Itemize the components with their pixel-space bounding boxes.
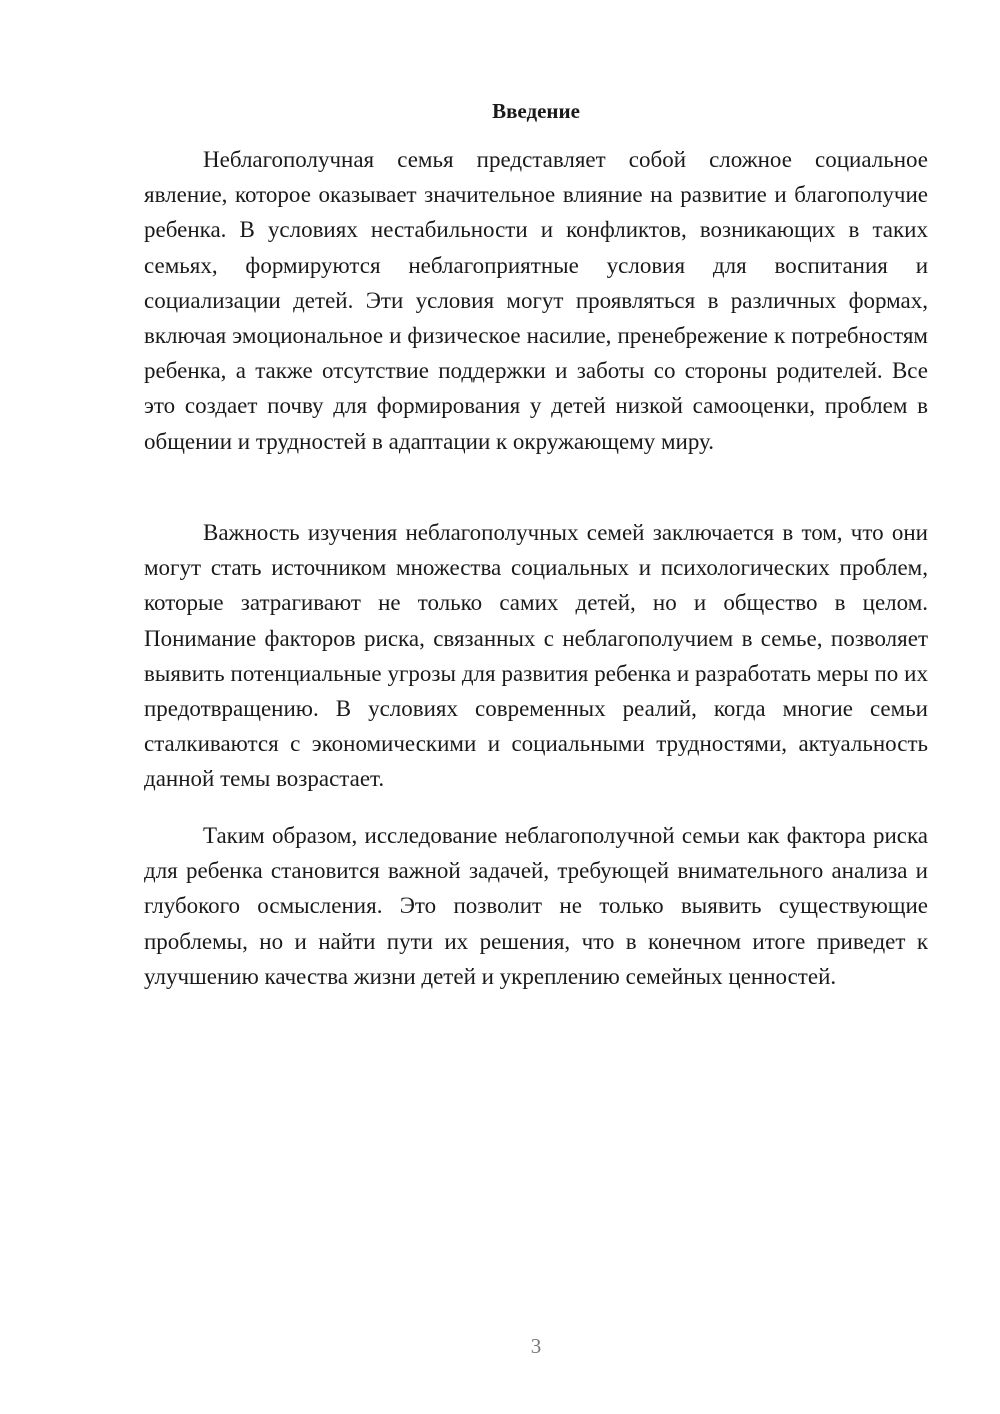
page-number: 3 bbox=[530, 1334, 542, 1358]
paragraph-3: Таким образом, исследование неблагополучной семьи как фактора риска для ребенка становится важной задачей, требующей внимательного анализа и глубокого осмысления. Это позволит не только выявить существующие проблемы, но и найти пути их решения, что в конечном итоге приведет к улучшению качества жизни детей и укреплению семейных ценностей. bbox=[144, 823, 928, 989]
paragraph-2: Важность изучения неблагополучных семей заключается в том, что они могут стать источником множества социальных и психологических проблем, которые затрагивают не только самих детей, но и общество в целом. Понимание факторов риска, связанных с неблагополучием в семье, позволяет выявить потенциальные угрозы для развития ребенка и разработать меры по их предотвращению. В условиях современных реалий, когда многие семьи сталкиваются с экономическими и социальными трудностями, актуальность данной темы возрастает. bbox=[144, 520, 928, 792]
paragraph-1: Неблагополучная семья представляет собой сложное социальное явление, которое оказывает значительное влияние на развитие и благополучие ребенка. В условиях нестабильности и конфликтов, возникающих в таких семьях, формируются неблагоприятные условия для воспитания и социализации детей. Эти условия могут проявляться в различных формах, включая эмоциональное и физическое насилие, пренебрежение к потребностям ребенка, а также отсутствие поддержки и заботы со стороны родителей. Все это создает почву для формирования у детей низкой самооценки, проблем в общении и трудностей в адаптации к окружающему миру. bbox=[144, 147, 928, 454]
section-title: Введение bbox=[492, 99, 580, 123]
